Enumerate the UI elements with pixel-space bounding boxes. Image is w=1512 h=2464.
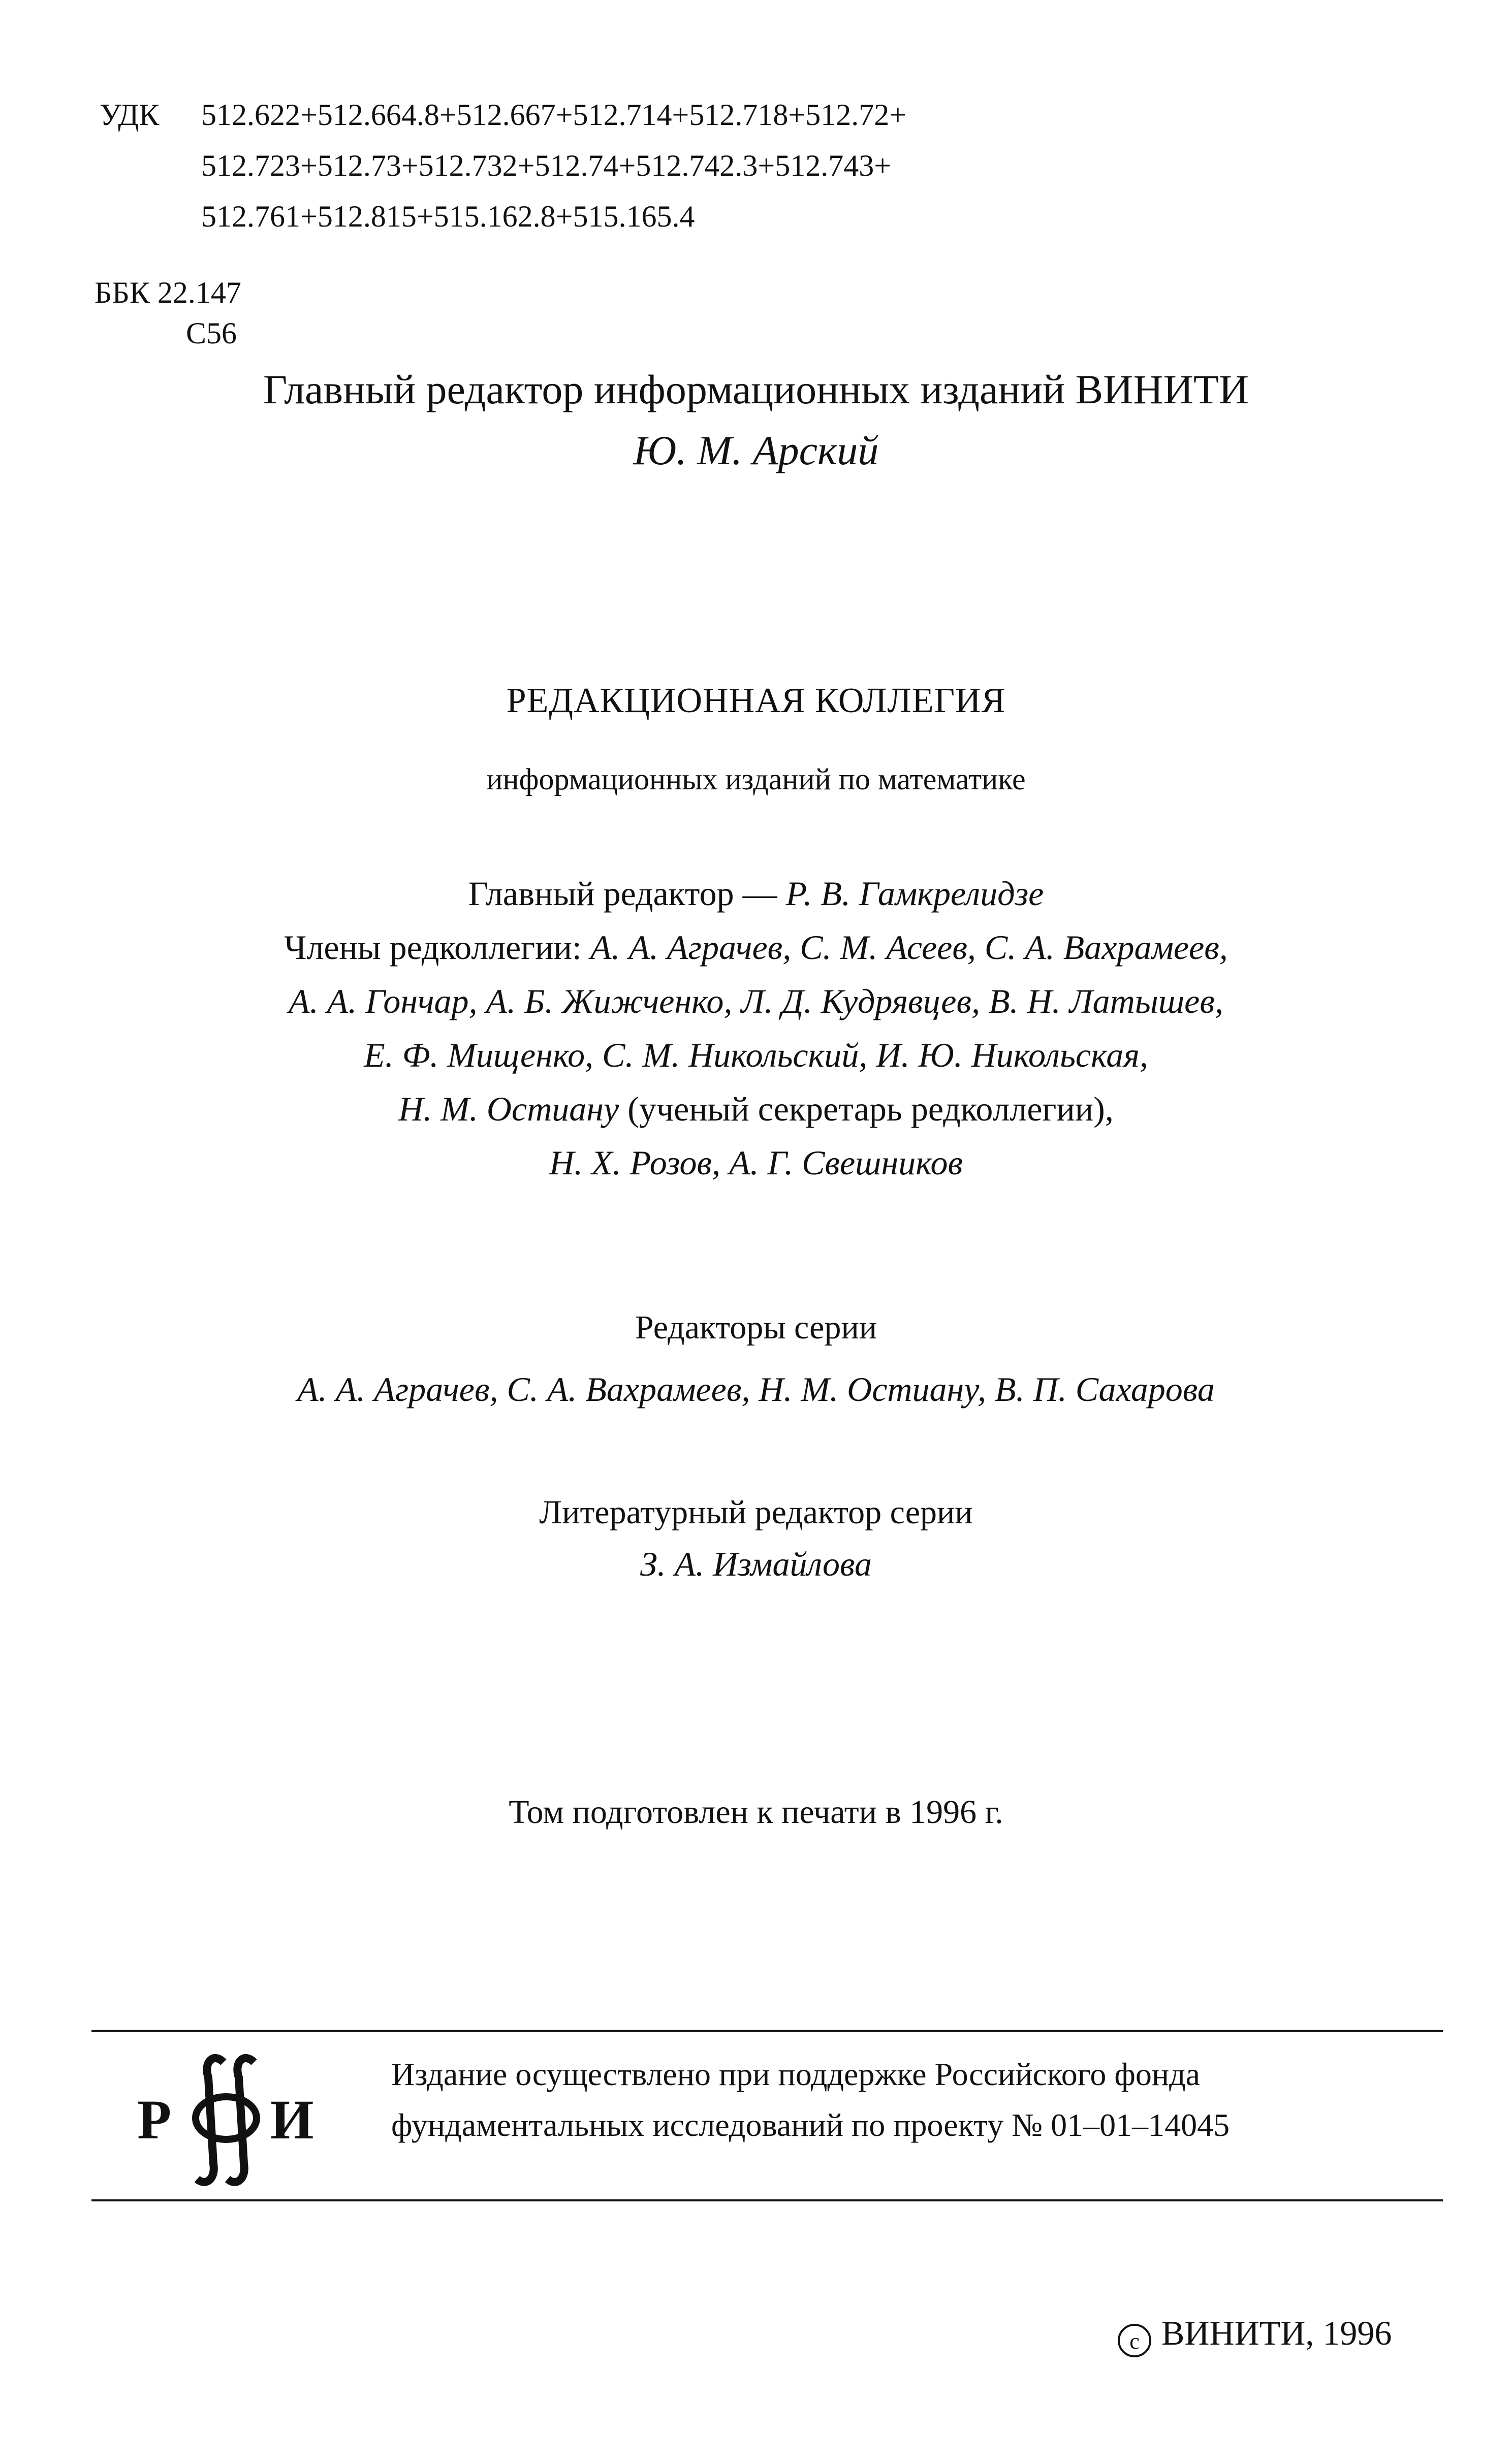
svg-text:И: И [270, 2089, 314, 2151]
bbk-code: С56 [186, 316, 237, 350]
literary-editor-title: Литературный редактор серии [539, 1494, 973, 1531]
copyright [1118, 2313, 1392, 2357]
support-line-2: фундаментальных исследований по проекту № 01–01–14045 [391, 2107, 1230, 2143]
literary-editor-name: З. А. Измайлова [640, 1545, 872, 1583]
udk-line-1: 512.622+512.664.8+512.667+512.714+512.718+512.72+ [201, 98, 907, 132]
board-chief-editor [0, 867, 1512, 920]
rffi-logo-icon [137, 2042, 356, 2194]
board-secretary-note: (ученый секретарь редколлегии), [627, 1090, 1114, 1128]
bbk-label: ББК 22.147 [94, 276, 241, 309]
editorial-board-subtitle: информационных изданий по математике [486, 762, 1026, 796]
board-members-line-1 [0, 920, 1512, 974]
prepared-note: Том подготовлен к печати в 1996 г. [509, 1794, 1003, 1831]
board-members-line-4 [0, 1082, 1512, 1136]
series-editors-title: Редакторы серии [635, 1309, 877, 1346]
board-members-line-2: А. А. Гончар, А. Б. Жижченко, Л. Д. Кудрявцев, В. Н. Латышев, [289, 982, 1223, 1020]
chief-editor-title: Главный редактор информационных изданий ВИНИТИ [263, 366, 1249, 412]
svg-text:Р: Р [137, 2089, 172, 2151]
udk-line-3: 512.761+512.815+515.162.8+515.165.4 [201, 200, 695, 233]
copyright-text: ВИНИТИ, 1996 [1161, 2314, 1392, 2352]
board-members-names-1: А. А. Аграчев, С. М. Асеев, С. А. Вахрамеев, [590, 928, 1228, 967]
udk-line-2: 512.723+512.73+512.732+512.74+512.742.3+512.743+ [201, 149, 892, 182]
udk-label: УДК [100, 98, 160, 132]
board-chief-label: Главный редактор — [468, 874, 777, 913]
series-editors-names: А. А. Аграчев, С. А. Вахрамеев, Н. М. Остиану, В. П. Сахарова [297, 1370, 1215, 1409]
divider-bottom [91, 2199, 1443, 2201]
editorial-board-title: РЕДАКЦИОННАЯ КОЛЛЕГИЯ [506, 681, 1006, 720]
board-secretary-name: Н. М. Остиану [398, 1090, 619, 1128]
board-chief-name: Р. В. Гамкрелидзе [785, 874, 1044, 913]
copyright-icon: c [1118, 2324, 1151, 2357]
rffi-logo [137, 2042, 356, 2194]
divider-top [91, 2030, 1443, 2032]
board-members-label: Члены редколлегии: [284, 928, 582, 967]
board-members-line-3: Е. Ф. Мищенко, С. М. Никольский, И. Ю. Никольская, [364, 1036, 1148, 1074]
support-line-1: Издание осуществлено при поддержке Российского фонда [391, 2056, 1201, 2092]
chief-editor-name: Ю. М. Арский [633, 427, 879, 473]
board-members-line-5: Н. Х. Розов, А. Г. Свешников [549, 1143, 963, 1182]
